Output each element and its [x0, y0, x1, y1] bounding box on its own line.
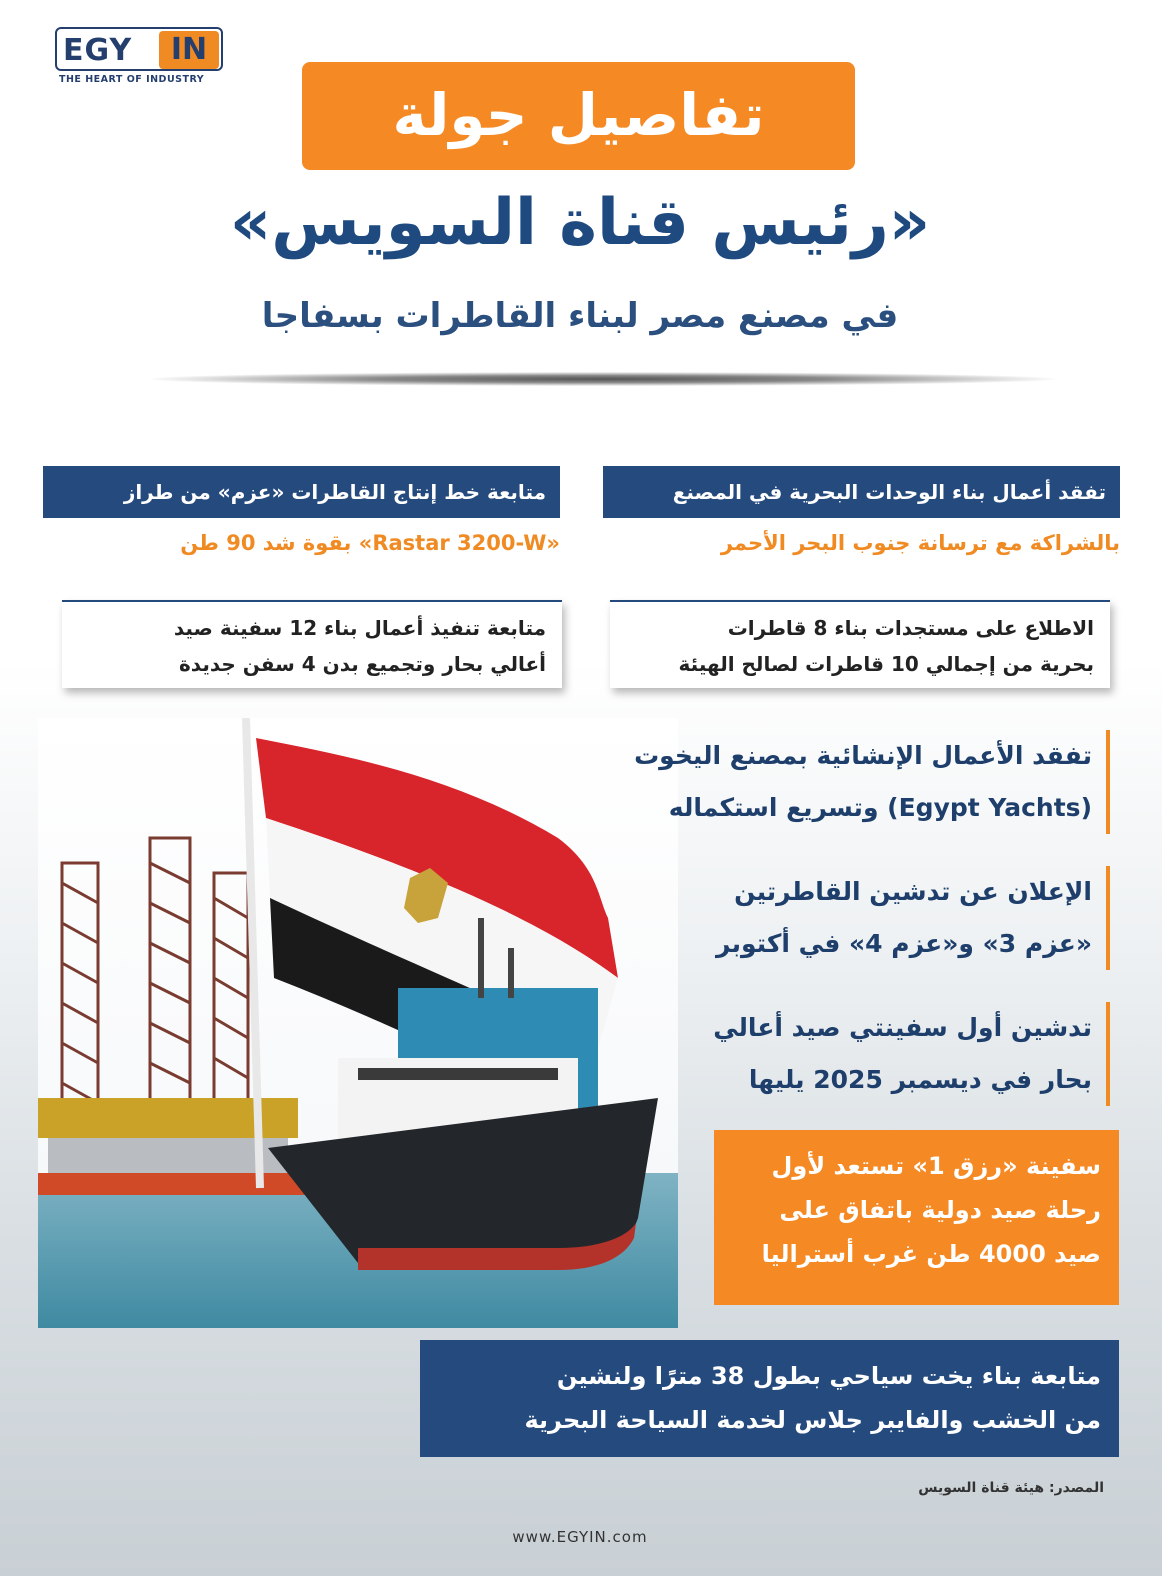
- page-subtitle: في مصنع مصر لبناء القاطرات بسفاجا: [261, 296, 899, 336]
- item-inspect-units-sub: بالشراكة مع ترسانة جنوب البحر الأحمر: [720, 531, 1120, 555]
- item-azm-launch: [580, 866, 1110, 970]
- box-line: رحلة صيد دولية باتفاق على: [779, 1196, 1101, 1224]
- box-line: من الخشب والفايبر جلاس لخدمة السياحة البحرية: [524, 1406, 1101, 1434]
- logo-frame: [55, 27, 223, 71]
- bar-line: بحار في ديسمبر 2025 يليها: [580, 1054, 1110, 1106]
- page-title: «رئيس قناة السويس»: [229, 186, 931, 260]
- box-line: صيد 4000 طن غرب أستراليا: [761, 1240, 1101, 1268]
- website-link[interactable]: www.EGYIN.com: [512, 1528, 648, 1546]
- rig-platform: [48, 1138, 288, 1178]
- bar-line: (Egypt Yachts) وتسريع استكماله: [580, 782, 1110, 834]
- logo-egy-text: EGY: [63, 33, 133, 68]
- item-fishing-launch: [580, 1002, 1110, 1106]
- item-inspect-units-heading: تفقد أعمال بناء الوحدات البحرية في المصنع: [603, 466, 1120, 518]
- brand-logo: [55, 27, 223, 89]
- card-line: أعالي بحار وتجميع بدن 4 سفن جديدة: [178, 652, 546, 676]
- item-azm-line-heading: متابعة خط إنتاج القاطرات «عزم» من طراز: [43, 466, 560, 518]
- bar-line: تدشين أول سفينتي صيد أعالي: [580, 1002, 1110, 1054]
- item-rizk-vessel: [714, 1130, 1119, 1305]
- item-fishing-vessels-card: [62, 600, 562, 688]
- logo-tagline: THE HEART OF INDUSTRY: [59, 74, 205, 85]
- box-line: سفينة «رزق 1» تستعد لأول: [771, 1152, 1101, 1180]
- rig-hull: [38, 1173, 318, 1195]
- title-badge: تفاصيل جولة: [302, 62, 855, 170]
- item-azm-line-sub: «Rastar 3200-W» بقوة شد 90 طن: [180, 531, 560, 555]
- bar-line: «عزم 3» و«عزم 4» في أكتوبر: [580, 918, 1110, 970]
- logo-in-text: IN: [159, 31, 219, 69]
- bar-line: تفقد الأعمال الإنشائية بمصنع اليخوت: [580, 730, 1110, 782]
- item-tugboats-progress-card: [610, 600, 1110, 688]
- title-divider: [150, 372, 1055, 386]
- bar-line: الإعلان عن تدشين القاطرتين: [580, 866, 1110, 918]
- card-line: الاطلاع على مستجدات بناء 8 قاطرات: [727, 616, 1094, 640]
- card-line: متابعة تنفيذ أعمال بناء 12 سفينة صيد: [173, 616, 546, 640]
- source-note: المصدر: هيئة قناة السويس: [918, 1480, 1104, 1496]
- card-line: بحرية من إجمالي 10 قاطرات لصالح الهيئة: [678, 652, 1094, 676]
- item-tourist-yacht: [420, 1340, 1119, 1457]
- box-line: متابعة بناء يخت سياحي بطول 38 مترًا ولنشين: [556, 1362, 1101, 1390]
- item-yachts-factory: [580, 730, 1110, 834]
